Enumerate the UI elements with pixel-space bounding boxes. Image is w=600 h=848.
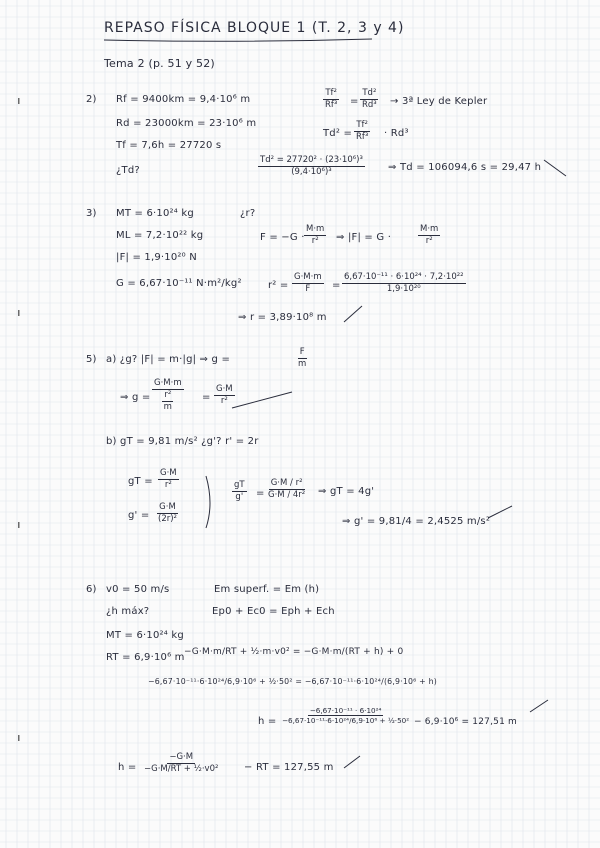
ex2-td2-fraction: $\frac{\text{Tf²}}{\text{Rf³}}$ <box>356 120 369 142</box>
ex3-law-lhs: F = −G · <box>260 232 305 243</box>
ex6-h-slash <box>530 700 548 712</box>
ex5-part-b: b) gT = 9,81 m/s² ¿g'? r' = 2r <box>106 436 259 447</box>
ex6-energy-terms: Ep0 + Ec0 = Eph + Ech <box>212 606 335 617</box>
ex5-a-underline <box>232 392 292 408</box>
exercise-3-number: 3) <box>86 208 97 219</box>
ex2-result: ⇒ Td = 106094,6 s = 29,47 h <box>388 162 542 173</box>
ex6-v0: v0 = 50 m/s <box>106 584 170 595</box>
ex3-r2-calculation: $\frac{\text{6,67·10⁻¹¹ · 6·10²⁴ · 7,2·10²²}}{\text{1,9·10²⁰}}$ <box>344 272 464 294</box>
ex5-a-fraction: $\frac{F}{m}$ <box>298 347 307 369</box>
ex5-ratio-rhs-fraction: $\frac{\text{G·M / r²}}{\text{G·M / 4r²}}$ <box>268 478 306 500</box>
ex6-final-tail: − RT = 127,55 m <box>244 762 334 773</box>
ex2-rf: Rf = 9400km = 9,4·10⁶ m <box>116 94 251 105</box>
ex2-kepler-fraction-2: $\frac{\text{Td²}}{\text{Rd³}}$ <box>362 88 377 110</box>
ex6-h-tail: − 6,9·10⁶ = 127,51 m <box>414 717 518 727</box>
ex6-rt: RT = 6,9·10⁶ m <box>106 652 185 663</box>
ex2-td2-tail: · Rd³ <box>384 128 409 139</box>
ex5-b-brace <box>206 476 210 528</box>
ex2-rd: Rd = 23000km = 23·10⁶ m <box>116 118 257 129</box>
ex5-gt-lhs: gT = <box>128 476 153 487</box>
ex2-kepler-law-note: → 3ª Ley de Kepler <box>390 96 488 107</box>
page-title: REPASO FÍSICA BLOQUE 1 (T. 2, 3 y 4) <box>104 20 405 36</box>
page-subtitle: Tema 2 (p. 51 y 52) <box>104 57 215 70</box>
ex3-r2-lhs: r² = <box>268 280 289 291</box>
ex5-gp-lhs: g' = <box>128 510 150 521</box>
ex2-kepler-fraction-1: $\frac{\text{Tf²}}{\text{Rf³}}$ <box>325 88 338 110</box>
ex5-part-a: a) ¿g? |F| = m·|g| ⇒ g = <box>106 354 231 365</box>
ex5-final-result: ⇒ g' = 9,81/4 = 2,4525 m/s² <box>342 516 491 527</box>
ex3-law-fraction-2: $\frac{M\cdot m}{\text{r²}}$ <box>420 224 439 246</box>
ex6-final-fraction: $\frac{-G\cdot M}{\text{−G·M/RT + ½·v0²}}$ <box>144 752 219 774</box>
exercise-6-number: 6) <box>86 584 97 595</box>
exercise-2-number: 2) <box>86 94 97 105</box>
ex3-force: |F| = 1,9·10²⁰ N <box>116 252 197 263</box>
ex3-result-slash <box>344 306 362 322</box>
ex5-a2-complex-fraction: G·M·m r² m <box>154 378 182 412</box>
ex6-equation-2: −6,67·10⁻¹¹·6·10²⁴/6,9·10⁶ + ½·50² = −6,67·10⁻¹¹·6·10²⁴/(6,9·10⁶ + h) <box>148 677 437 686</box>
ex2-calculation: $\frac{\text{Td² = 27720² · (23·10⁶)³}}{\text{(9,4·10⁶)³}}$ <box>260 155 363 177</box>
ex6-mt: MT = 6·10²⁴ kg <box>106 630 184 641</box>
ex2-tf: Tf = 7,6h = 27720 s <box>116 140 222 151</box>
exercise-5-number: 5) <box>86 354 97 365</box>
ex5-a2-result-fraction: $\frac{G\cdot M}{\text{r²}}$ <box>216 384 233 406</box>
ex3-r2-equals: = <box>332 280 341 291</box>
ex3-r2-fraction: $\frac{G\cdot M\cdot m}{F}$ <box>294 272 322 294</box>
ex3-result: ⇒ r = 3,89·10⁸ m <box>238 312 327 323</box>
ex3-ml: ML = 7,2·10²² kg <box>116 230 204 241</box>
ex3-law-fraction: $\frac{M\cdot m}{\text{r²}}$ <box>306 224 325 246</box>
ex3-question: ¿r? <box>240 208 256 219</box>
ex5-ratio-equals: = <box>256 488 265 499</box>
title-underline <box>104 39 372 41</box>
ex5-ratio-fraction: $\frac{gT}{g'}$ <box>234 480 245 502</box>
ex6-equation-1: −G·M·m/RT + ½·m·v0² = −G·M·m/(RT + h) + 0 <box>184 647 404 657</box>
ex6-h-fraction: $\frac{\text{−6,67·10⁻¹¹ · 6·10²⁴}}{\text{−6,67·10⁻¹¹·6·10²⁴/6,9·10⁶ + ½·50²}}$ <box>282 706 410 725</box>
ex6-final-lhs: h = <box>118 762 137 773</box>
ex3-mt: MT = 6·10²⁴ kg <box>116 208 194 219</box>
ex6-h-lhs: h = <box>258 716 277 727</box>
ex6-hmax: ¿h máx? <box>106 606 150 617</box>
ex2-question: ¿Td? <box>116 165 140 176</box>
ex5-gt-fraction: $\frac{G\cdot M}{\text{r²}}$ <box>160 468 177 490</box>
ex5-a2-equals: = <box>202 392 211 403</box>
ex5-ratio-result: ⇒ gT = 4g' <box>318 486 375 497</box>
ex5-final-slash <box>488 506 512 518</box>
ex6-energy-conservation: Em superf. = Em (h) <box>214 584 320 595</box>
ex5-a2-lhs: ⇒ g = <box>120 392 151 403</box>
ex2-td2-lhs: Td² = <box>323 128 353 139</box>
ex5-gp-fraction: $\frac{G\cdot M}{\text{(2r)²}}$ <box>158 502 177 524</box>
ex6-final-slash <box>344 756 360 768</box>
ex2-result-slash <box>544 160 566 176</box>
ex2-kepler-equals: = <box>350 96 359 107</box>
ex3-g-constant: G = 6,67·10⁻¹¹ N·m²/kg² <box>116 278 242 289</box>
ex3-law-abs: ⇒ |F| = G · <box>336 232 392 243</box>
